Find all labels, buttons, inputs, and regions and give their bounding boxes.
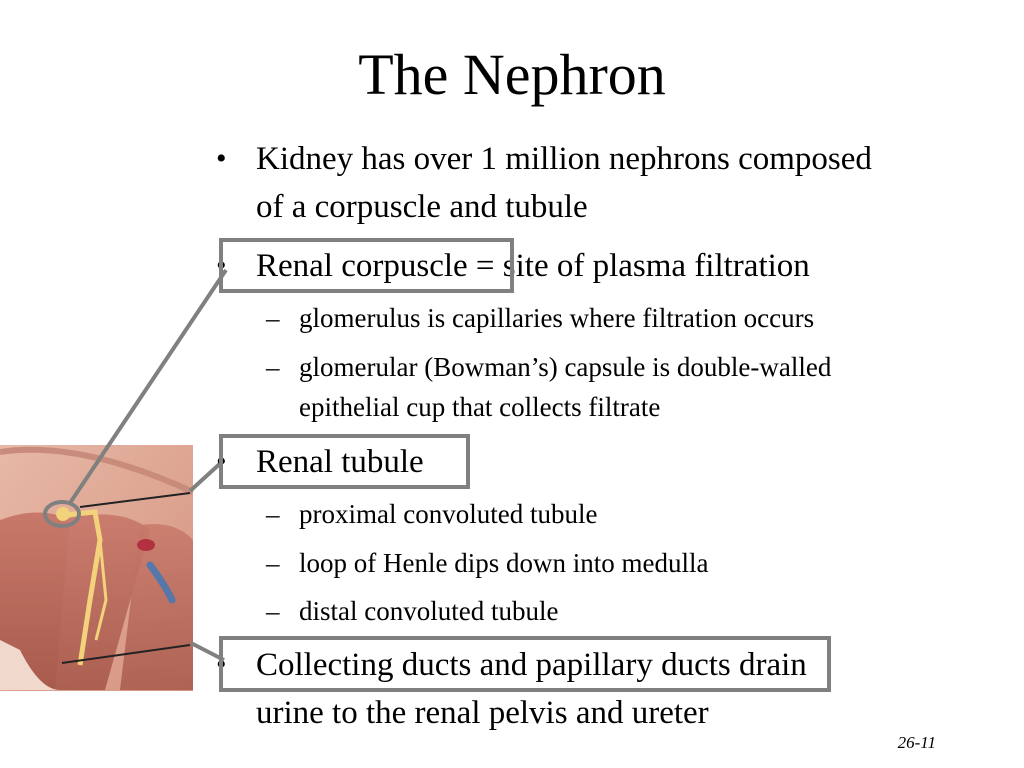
sub-bullet-item (266, 494, 999, 534)
dash-icon: – (266, 499, 280, 529)
sub-bullet-line: proximal convoluted tubule (299, 499, 598, 529)
slide-number: 26-11 (897, 733, 936, 752)
highlight-box-collecting-ducts (219, 636, 831, 692)
bullet-icon: • (216, 445, 227, 478)
sub-bullet-item (266, 543, 999, 583)
sub-bullet-item (266, 298, 999, 338)
bullet-line: Renal tubule (256, 444, 424, 480)
sub-bullet-item (266, 591, 999, 631)
bullet-line: urine to the renal pelvis and ureter (256, 695, 709, 731)
bullet-line: of a corpuscle and tubule (256, 189, 588, 225)
bullet-line: Kidney has over 1 million nephrons composed (256, 141, 872, 177)
highlight-box-renal-corpuscle (219, 238, 514, 293)
bullet-line: Renal corpuscle = site of plasma filtration (256, 248, 810, 284)
dash-icon: – (266, 352, 280, 382)
sub-bullet-line: loop of Henle dips down into medulla (299, 548, 709, 578)
dash-icon: – (266, 548, 280, 578)
bullet-icon: • (216, 249, 227, 282)
sub-bullet-line: glomerular (Bowman’s) capsule is double-walled (299, 352, 832, 382)
dash-icon: – (266, 303, 280, 333)
bullet-icon: • (216, 648, 227, 681)
bullet-item (216, 135, 1016, 231)
dash-icon: – (266, 596, 280, 626)
bullet-icon: • (216, 142, 227, 175)
highlight-box-renal-tubule (219, 434, 470, 489)
sub-bullet-line: glomerulus is capillaries where filtration occurs (299, 303, 815, 333)
sub-bullet-line: epithelial cup that collects filtrate (299, 392, 661, 422)
bullet-line: Collecting ducts and papillary ducts drain (256, 647, 807, 683)
sub-bullet-item (266, 347, 999, 427)
slide-title: The Nephron (358, 42, 666, 107)
sub-bullet-line: distal convoluted tubule (299, 596, 559, 626)
